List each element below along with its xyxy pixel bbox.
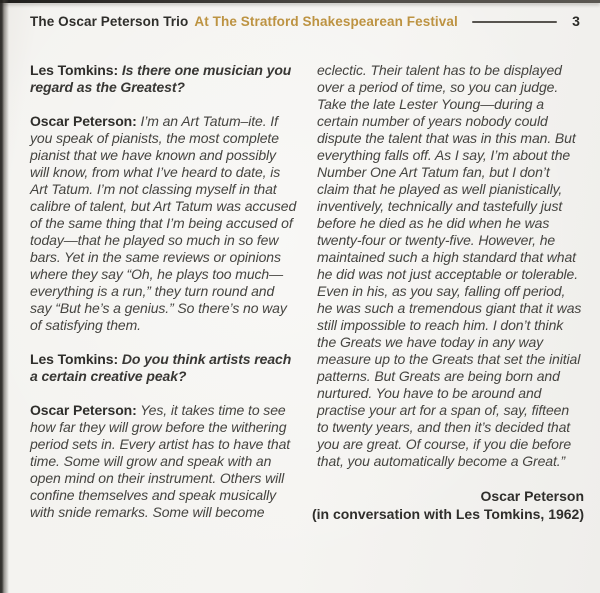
attribution (283, 487, 584, 523)
column-right (311, 62, 584, 523)
attribution-name: Oscar Peterson (480, 488, 584, 504)
speaker-name: Oscar Peterson: (30, 402, 137, 418)
attribution-credit: (in conversation with Les Tomkins, 1962) (311, 506, 584, 522)
page-header (30, 13, 580, 29)
header-rule-divider (472, 21, 557, 23)
question-text: Is there one musician you regard as the Greatest? (30, 62, 292, 95)
interview-answer (30, 402, 297, 521)
speaker-name: Les Tomkins: (30, 351, 119, 367)
header-album-title: At The Stratford Shakespearean Festival (194, 13, 458, 29)
interview-question (30, 62, 297, 96)
question-text: Do you think artists reach a certain creative peak? (30, 351, 292, 384)
answer-text: Yes, it takes time to see how far they will grow before the withering period sets in. Every artist has to have that time. Some will grow and speak with an open mind on their instrument. Others will confine themselves and speak musically with snide remarks. Some will become (30, 402, 291, 520)
continuation-paragraph (317, 62, 584, 470)
answer-text: I’m an Art Tatum–ite. If you speak of pianists, the most complete pianist that we have known and possibly will know, from what I’ve heard to date, is Art Tatum. I’m not classing myself in that calibre of talent, but Art Tatum was accused of the same thing that I’m being accused of today—that he played so much in so few bars. Yet in the same reviews or opinions where they say “Oh, he plays too much—everything is a run,” they turn round and say “But he’s a genius.” So there’s no way of satisfying them. (30, 113, 297, 333)
article-body (30, 62, 584, 523)
answer-text: eclectic. Their talent has to be displayed over a period of time, so you can judge. Take the late Lester Young—during a certain number of years nobody could dispute the talent that was in this man. But everything falls off. As I say, I’m about the Number One Art Tatum fan, but I don’t claim that he played as well pianistically, inventively, technically and tastefully just before he died as he did when he was twenty-four or twenty-five. However, he maintained such a high standard that what he did was not just acceptable or tolerable. Even in his, as you say, falling off period, he was such a tremendous giant that it was still impossible to reach him. I don’t think the Greats we have today in any way measure up to the Greats that set the initial patterns. But Greats are being born and nurtured. You have to be around and practise your art for a span of, say, fifteen to twenty years, and then it’s decided that you are great. Of course, if you die before that, you automatically become a Great.” (317, 62, 582, 469)
scan-edge-top (0, 0, 600, 3)
column-left (30, 62, 297, 523)
page-number: 3 (572, 13, 580, 29)
scan-edge-left (0, 0, 9, 593)
speaker-name: Les Tomkins: (30, 62, 119, 78)
speaker-name: Oscar Peterson: (30, 113, 137, 129)
header-artist-title: The Oscar Peterson Trio (30, 13, 189, 29)
interview-answer (30, 113, 297, 334)
interview-question (30, 351, 297, 385)
